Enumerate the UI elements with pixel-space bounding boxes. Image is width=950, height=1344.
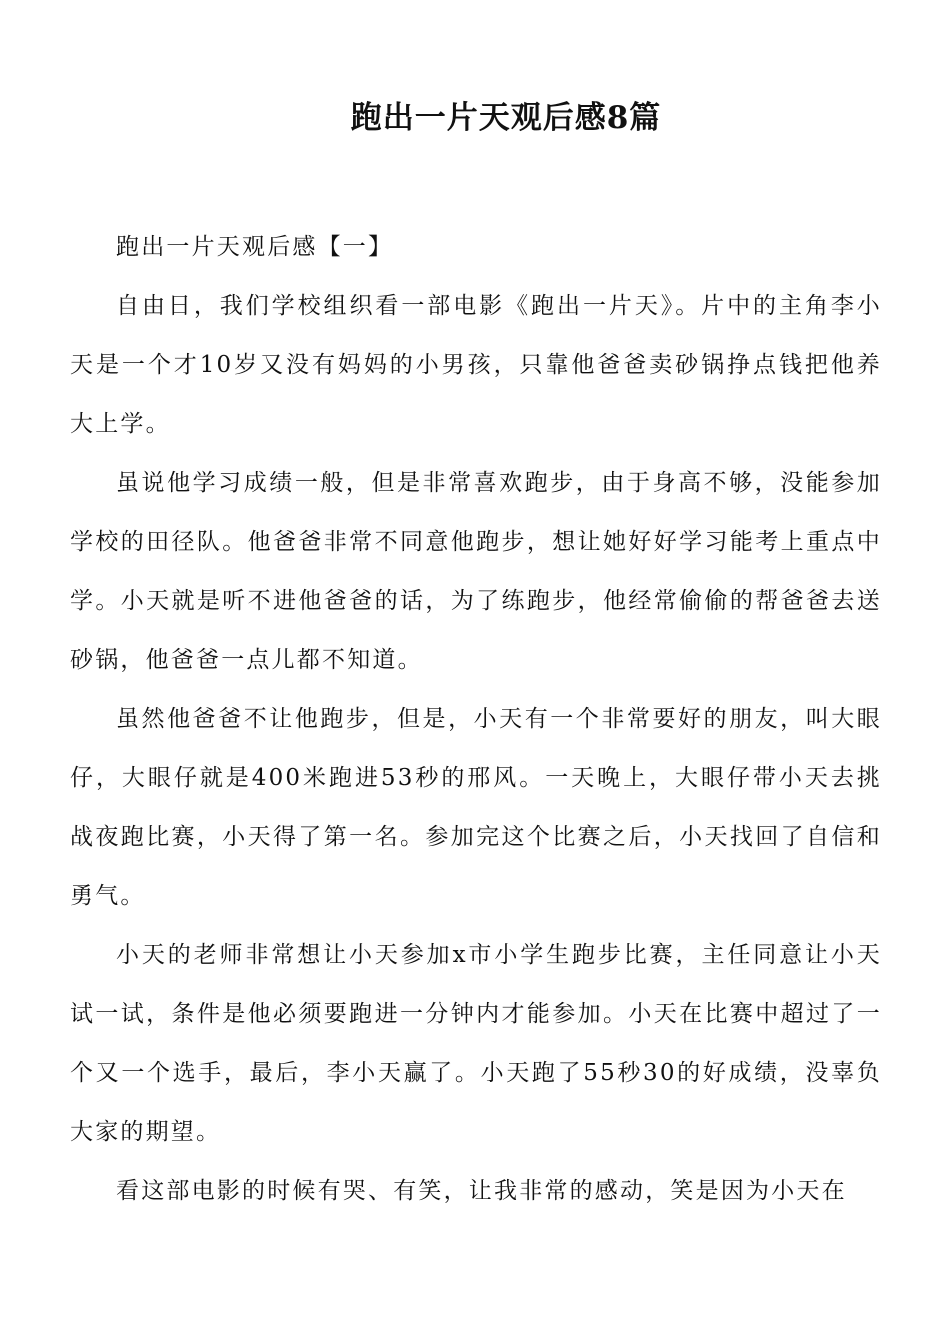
section-heading: 跑出一片天观后感【一】 (116, 234, 394, 260)
paragraph: 虽说他学习成绩一般，但是非常喜欢跑步，由于身高不够，没能参加学校的田径队。他爸爸非常不同意他跑步，想让她好好学习能考上重点中学。小天就是听不进他爸爸的话，为了练跑步，他经常偷偷的帮爸爸去送砂锅，他爸爸一点儿都不知道。 (70, 470, 882, 673)
document-title: 跑出一片天观后感8篇 (350, 100, 662, 136)
paragraph: 自由日，我们学校组织看一部电影《跑出一片天》。片中的主角李小天是一个才10岁又没有妈妈的小男孩，只靠他爸爸卖砂锅挣点钱把他养大上学。 (70, 293, 882, 437)
document-body (70, 218, 882, 1221)
paragraph: 虽然他爸爸不让他跑步，但是，小天有一个非常要好的朋友，叫大眼仔，大眼仔就是400米跑进53秒的邢风。一天晚上，大眼仔带小天去挑战夜跑比赛，小天得了第一名。参加完这个比赛之后，小天找回了自信和勇气。 (70, 706, 882, 909)
paragraph: 看这部电影的时候有哭、有笑，让我非常的感动，笑是因为小天在 (116, 1178, 847, 1204)
paragraph: 小天的老师非常想让小天参加x市小学生跑步比赛，主任同意让小天试一试，条件是他必须要跑进一分钟内才能参加。小天在比赛中超过了一个又一个选手，最后，李小天赢了。小天跑了55秒30的好成绩，没辜负大家的期望。 (70, 942, 882, 1145)
